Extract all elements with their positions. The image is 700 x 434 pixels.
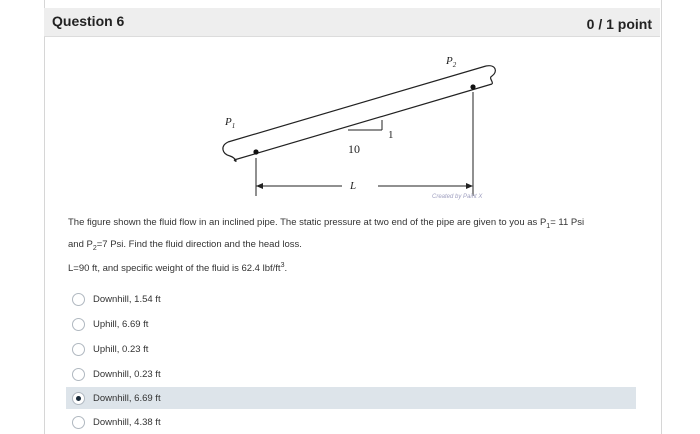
question-prompt: The figure shown the fluid flow in an inclined pipe. The static pressure at two end of the pipe are given to you as $P_1= 11$ Psi and $P_2=7$ Psi. Find the fluid direction and the head loss. xyxy=(68,217,585,252)
radio-button[interactable] xyxy=(72,416,85,429)
radio-button-checked[interactable] xyxy=(72,392,85,405)
answer-option[interactable] xyxy=(66,411,636,433)
question-points: 0 / 1 point xyxy=(586,16,652,32)
option-label: Downhill, 4.38 ft xyxy=(93,416,161,428)
option-label: Uphill, 6.69 ft xyxy=(93,318,149,330)
l-label: L xyxy=(350,180,357,192)
answer-option[interactable] xyxy=(66,288,636,310)
rise-label: 1 xyxy=(388,129,394,141)
question-title: Question 6 xyxy=(52,13,125,29)
answer-option-selected[interactable] xyxy=(66,387,636,409)
answer-option[interactable] xyxy=(66,363,636,385)
option-label: Uphill, 0.23 ft xyxy=(93,343,149,355)
radio-button[interactable] xyxy=(72,318,85,331)
radio-button[interactable] xyxy=(72,293,85,306)
option-label: Downhill, 0.23 ft xyxy=(93,368,161,380)
radio-dot-icon xyxy=(76,396,81,401)
p2-point xyxy=(470,84,475,89)
option-label: Downhill, 1.54 ft xyxy=(93,293,161,305)
question-header xyxy=(44,8,660,37)
given-values: L=90 ft, and specific weight of the fluid is 62.4 lbf/$ft^3$. xyxy=(68,262,288,275)
arrow-right-icon xyxy=(466,183,473,189)
answer-option[interactable] xyxy=(66,338,636,360)
radio-button[interactable] xyxy=(72,368,85,381)
arrow-left-icon xyxy=(256,183,263,189)
inclined-pipe-figure xyxy=(210,48,520,208)
option-label: Downhill, 6.69 ft xyxy=(93,392,161,404)
watermark-text: Created by Paint X xyxy=(432,194,483,200)
radio-button[interactable] xyxy=(72,343,85,356)
length-label: 10 xyxy=(348,142,360,156)
p2-label: $P_2$ xyxy=(446,55,457,69)
p1-label: $P_1$ xyxy=(225,116,236,130)
p1-point xyxy=(253,149,258,154)
answer-option[interactable] xyxy=(66,313,636,335)
